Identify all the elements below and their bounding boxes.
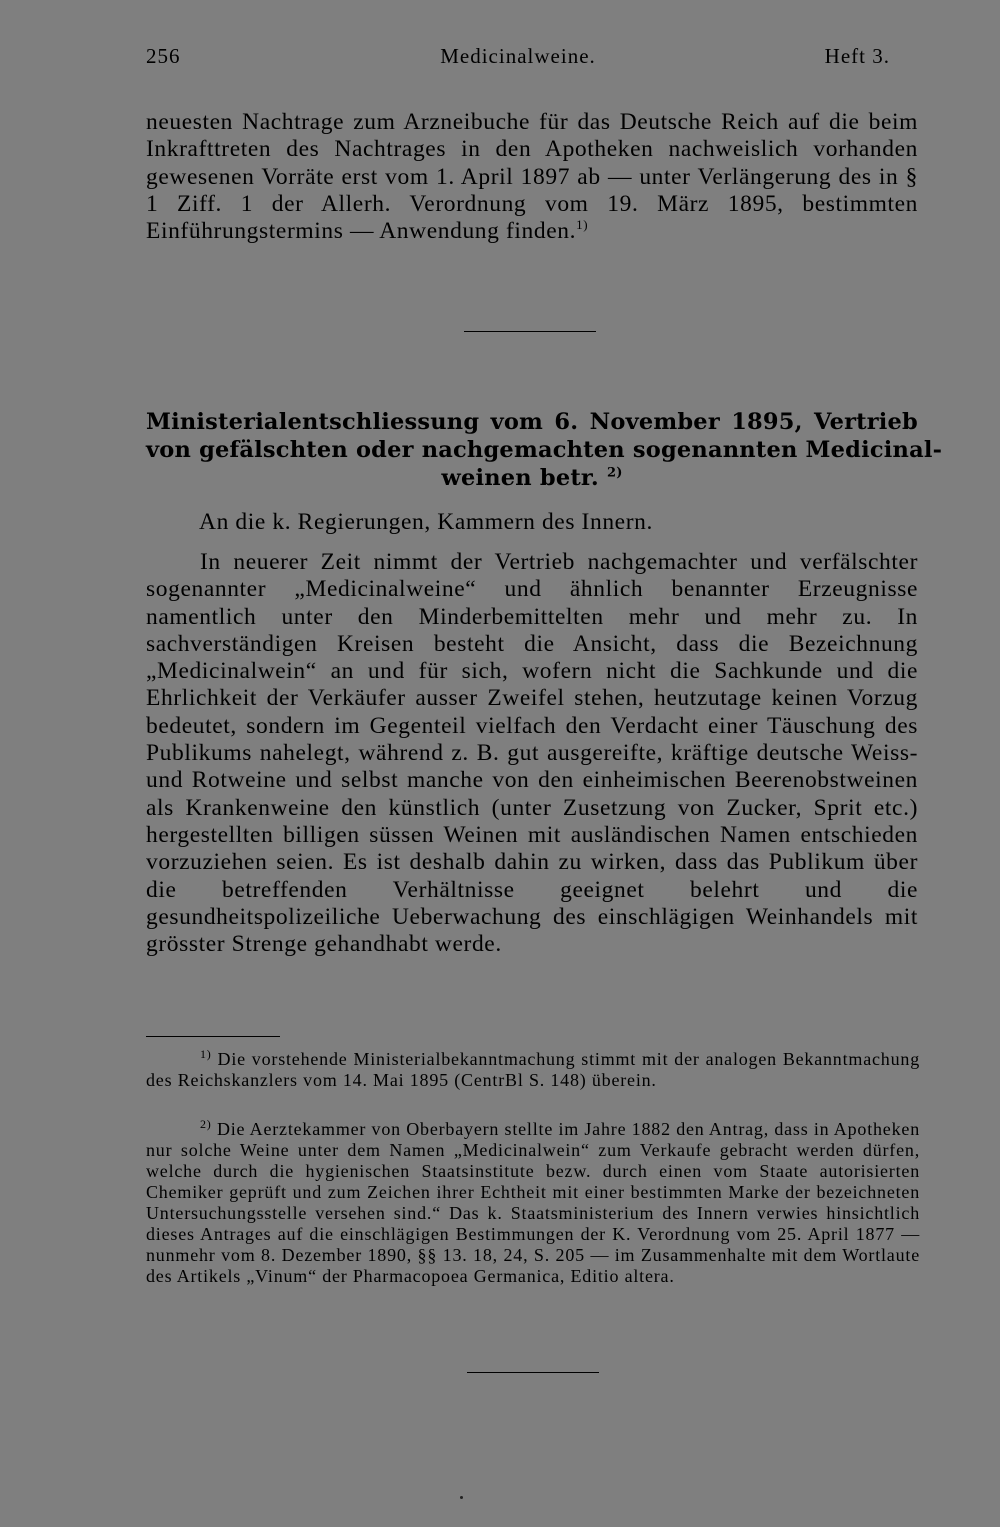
footnote-1-mark: 1) <box>200 1047 212 1061</box>
footnote-1 <box>146 1049 920 1091</box>
footnote-separator <box>146 1036 280 1037</box>
main-paragraph: In neuerer Zeit nimmt der Vertrieb nachgemachter und verfälschter sogenannter „Medicinalweine“ und ähnlich benannter Erzeugnisse namentlich unter den Minderbemittelten mehr und mehr zu. In sachverständigen Kreisen besteht die Ansicht, dass die Bezeichnung „Medicinalwein“ an und für sich, wofern nicht die Sachkunde und die Ehrlichkeit der Verkäufer ausser Zweifel stehen, heutzutage keinen Vorzug bedeutet, sondern im Gegenteil vielfach den Verdacht einer Täuschung des Publikums nahelegt, während z. B. gut ausgereifte, kräftige deutsche Weiss- und Rotweine und selbst manche von den einheimischen Beerenobstweinen als Krankenweine den künstlich (unter Zusetzung von Zucker, Sprit etc.) hergestellten billigen süssen Weinen mit ausländischen Namen entschieden vorzuziehen seien. Es ist deshalb dahin zu wirken, dass das Publikum über die betreffenden Verhältnisse geeignet belehrt und die gesundheitspolizeiliche Ueberwachung des einschlägigen Weinhandels mit grösster Strenge gehandhabt werde. <box>146 549 918 958</box>
heading-line-1: Ministerialentschliessung vom 6. November 1895, Vertrieb <box>146 409 918 435</box>
page-header <box>146 44 890 74</box>
page-number: 256 <box>146 44 181 68</box>
footnote-ref-1: 1) <box>576 217 589 233</box>
issue-label: Heft 3. <box>824 44 890 68</box>
scan-speck <box>460 1496 463 1499</box>
footnote-2 <box>146 1119 920 1287</box>
footnote-2-text: Die Aerztekammer von Oberbayern stellte im Jahre 1882 den Antrag, dass in Apotheken nur solche Weine unter dem Namen „Medicinalwein“ zum Verkaufe gebracht werden dürfen, welche durch die hygienischen Staatsinstitute bezw. durch einen vom Staate autorisierten Chemiker geprüft und zum Zeichen ihrer Echtheit mit einer bestimmten Marke der bezeichneten Untersuchungsstelle versehen sind.“ Das k. Staatsministerium des Innern verwies hinsichtlich dieses Antrages auf die einschlägigen Bestimmungen der K. Verordnung vom 25. April 1877 — nunmehr vom 8. Dezember 1890, §§ 13. 18, 24, S. 205 — im Zusammenhalte mit dem Wortlaute des Artikels „Vinum“ der Pharmacopoea Germanica, Editio altera. <box>146 1119 920 1286</box>
heading-line-2: von gefälschten oder nachgemachten sogenannten Medicinal- <box>146 437 943 463</box>
end-divider <box>467 1372 599 1373</box>
footnote-1-text: Die vorstehende Ministerialbekanntmachung stimmt mit der analogen Bekanntmachung des Reichskanzlers vom 14. Mai 1895 (CentrBl S. 148) überein. <box>146 1049 920 1090</box>
footnote-ref-2: 2) <box>607 465 623 481</box>
continuation-text: neuesten Nachtrage zum Arzneibuche für das Deutsche Reich auf die beim Inkrafttreten des Nachtrages in den Apotheken nachweislich vorhanden gewesenen Vorräte erst vom 1. April 1897 ab — unter Verlängerung des in § 1 Ziff. 1 der Allerh. Verordnung vom 19. März 1895, bestimmten Einführungstermins — Anwendung finden. <box>146 109 918 245</box>
section-divider <box>464 331 596 332</box>
heading-line-3 <box>146 464 918 492</box>
continuation-paragraph <box>146 109 918 245</box>
heading-line-3-text: weinen betr. <box>441 465 599 491</box>
section-heading <box>146 408 943 492</box>
address-line: An die k. Regierungen, Kammern des Innern. <box>199 509 653 535</box>
running-title: Medicinalweine. <box>440 44 596 68</box>
footnote-2-mark: 2) <box>200 1117 212 1131</box>
